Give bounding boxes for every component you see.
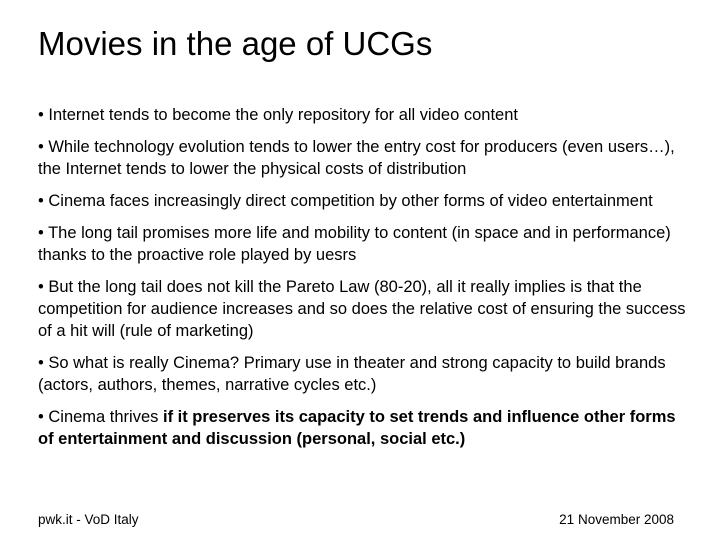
bullet-text: • Internet tends to become the only repository for all video content [38,106,518,124]
bullet-item [38,104,688,126]
bullet-text: • The long tail promises more life and mobility to content (in space and in performance) thanks to the proactive role played by uesrs [38,224,671,264]
slide-title: Movies in the age of UCGs [38,25,433,62]
bullet-text: • Cinema thrives [38,408,163,426]
bullet-list [38,104,688,460]
bullet-item [38,190,688,212]
bullet-text: • So what is really Cinema? Primary use in theater and strong capacity to build brands (actors, authors, themes, narrative cycles etc.) [38,354,666,394]
bullet-item [38,352,688,396]
bullet-item [38,406,688,450]
bullet-item [38,222,688,266]
bullet-text: • But the long tail does not kill the Pareto Law (80-20), all it really implies is that the competition for audience increases and so does the relative cost of ensuring the success of a hit will (rule of marketing) [38,278,686,340]
footer-date: 21 November 2008 [559,512,674,527]
bullet-item [38,136,688,180]
bullet-text: • While technology evolution tends to lower the entry cost for producers (even users…), the Internet tends to lower the physical costs of distribution [38,138,675,178]
footer-source: pwk.it - VoD Italy [38,512,139,527]
bullet-emphasis-text: if it preserves its capacity to set trends and influence other forms of entertainment and discussion (personal, social etc.) [38,408,676,448]
bullet-item [38,276,688,342]
bullet-text: • Cinema faces increasingly direct competition by other forms of video entertainment [38,192,653,210]
